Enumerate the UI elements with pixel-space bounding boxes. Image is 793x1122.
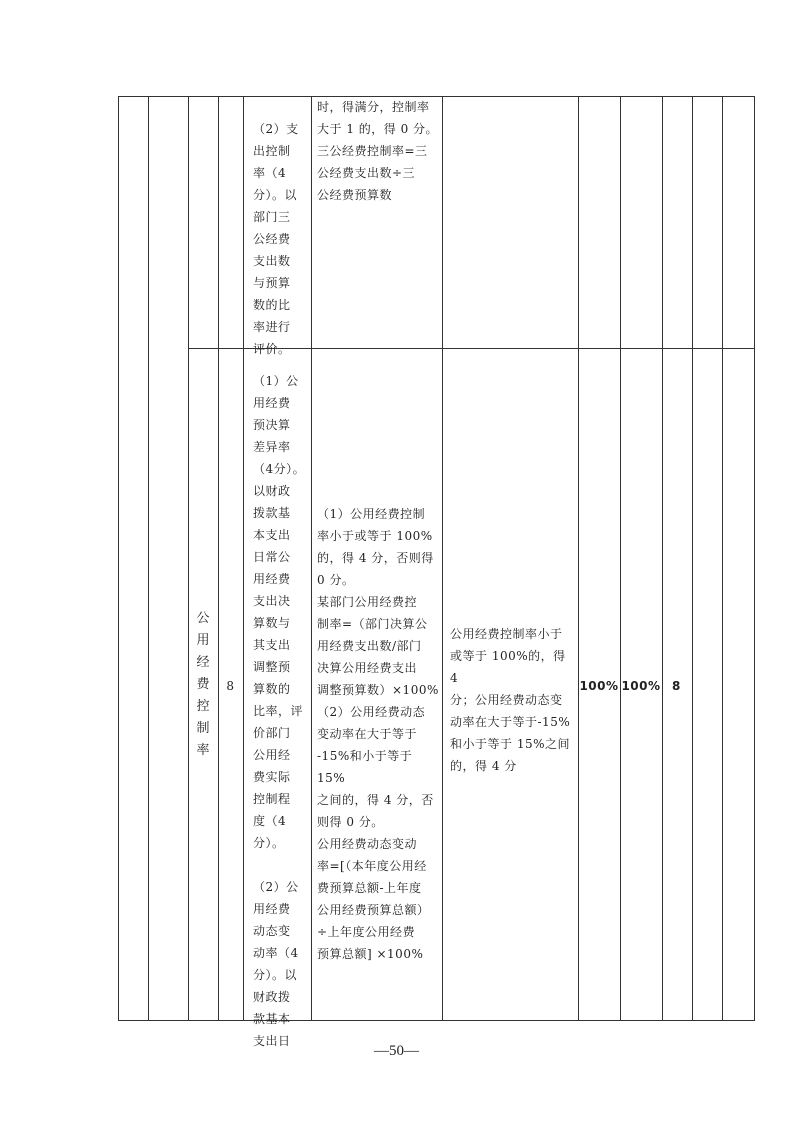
row1-standard: 时，得满分，控制率 大于 1 的，得 0 分。 三公经费控制率=三 公经费支出数÷三 公经费预算数 bbox=[317, 100, 439, 202]
row2-evaluation: 公用经费控制率小于 或等于 100%的，得 4 分；公用经费动态变 动率在大于等于-15% 和小于等于 15%之间 的，得 4 分 bbox=[450, 627, 571, 773]
row2-value-b: 100% bbox=[621, 679, 661, 693]
col-line-3 bbox=[188, 96, 189, 1021]
row2-criteria: （1）公 用经费 预决算 差异率 （4分）。 以财政 拨款基 本支出 日常公 用经费 支出决 算数与 其支出 调整预 算数的 比率，评 价部门 公用经 费实际 控制程 度（4 分）。 （2）公 用经费 动态变 动率（4 分）。以 财政拨 款基本 支出日 bbox=[253, 374, 306, 1048]
row1-criteria: （2）支 出控制 率（4 分）。以 部门三 公经费 支出数 与预算 数的比 率进行 评价。 bbox=[253, 122, 299, 356]
col-line-4 bbox=[218, 96, 219, 1021]
col-line-1 bbox=[118, 96, 119, 1021]
col-line-13 bbox=[754, 96, 755, 1021]
row2-score: 8 bbox=[672, 679, 681, 693]
col-line-9 bbox=[620, 96, 621, 1021]
col-line-2 bbox=[148, 96, 149, 1021]
col-line-8 bbox=[578, 96, 579, 1021]
col-line-10 bbox=[662, 96, 663, 1021]
col-line-12 bbox=[722, 96, 723, 1021]
row2-standard: （1）公用经费控制 率小于或等于 100% 的，得 4 分，否则得 0 分。 某部门公用经费控 制率=（部门决算公 用经费支出数/部门 决算公用经费支出 调整预算数）×100% （2）公用经费动态 变动率在大于等于 -15%和小于等于 15% 之间的，得 4 分，否 则得 0 分。 公用经费动态变动 率=[（本年度公用经 费预算总额-上年度 公用经费预算总额） ÷上年度公用经费 预算总额] ×100% bbox=[317, 507, 439, 961]
col-line-6 bbox=[311, 96, 312, 1021]
row2-indicator: 公用经费控制率 bbox=[196, 611, 210, 758]
row2-weight: 8 bbox=[226, 679, 235, 693]
row2-value-a: 100% bbox=[579, 679, 619, 693]
col-line-11 bbox=[692, 96, 693, 1021]
table-bottom-border bbox=[118, 1020, 755, 1021]
col-line-5 bbox=[243, 96, 244, 1021]
col-line-7 bbox=[442, 96, 443, 1021]
page-number: —50— bbox=[374, 1043, 419, 1059]
